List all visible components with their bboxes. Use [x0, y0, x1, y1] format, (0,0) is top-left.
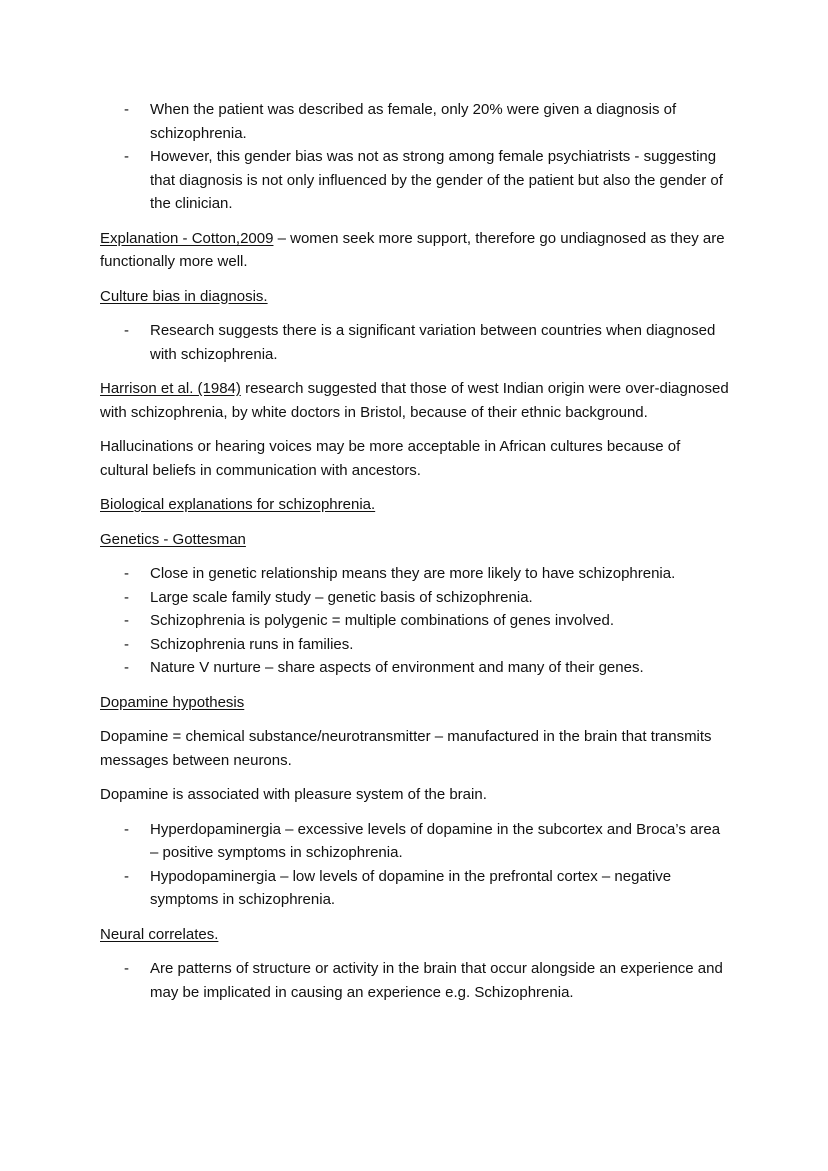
list-item: [100, 656, 732, 680]
list-item: [100, 586, 732, 610]
dash-bullet: -: [124, 659, 129, 676]
harrison-text: research suggested that those of west Indian origin were over-diagnosed with schizophrenia, by white doctors in Bristol, because of their ethnic background.: [100, 380, 729, 421]
dash-bullet: -: [124, 635, 129, 653]
list-item-text: Hypodopaminergia – low levels of dopamine in the prefrontal cortex – negative symptoms in schizophrenia.: [150, 867, 672, 908]
list-item: [100, 98, 732, 145]
list-item-text: Large scale family study – genetic basis of schizophrenia.: [150, 588, 533, 606]
culture-bias-heading: Culture bias in diagnosis.: [100, 287, 268, 305]
dopamine-heading: Dopamine hypothesis: [100, 693, 245, 711]
dash-bullet: -: [124, 565, 129, 582]
list-item: [100, 818, 732, 865]
list-item: [100, 562, 732, 586]
list-item: [100, 319, 732, 366]
list-item: [100, 145, 732, 216]
biological-heading: Biological explanations for schizophrenia.: [100, 496, 376, 513]
list-item-text: Close in genetic relationship means they are more likely to have schizophrenia.: [150, 565, 676, 582]
list-item-text: When the patient was described as female, only 20% were given a diagnosis of schizophrenia.: [150, 101, 677, 142]
dash-bullet: -: [124, 588, 129, 606]
dopamine-list: [100, 818, 732, 912]
harrison-citation: Harrison et al. (1984): [100, 380, 241, 397]
dopamine-definition: Dopamine = chemical substance/neurotransmitter – manufactured in the brain that transmits messages between neurons.: [100, 728, 712, 769]
harrison-paragraph: [100, 377, 732, 424]
list-item: [100, 957, 732, 1004]
list-item-text: Are patterns of structure or activity in the brain that occur alongside an experience and may be implicated in causing an experience e.g. Schizophrenia.: [150, 960, 723, 1001]
dash-bullet: -: [124, 101, 129, 118]
list-item-text: Research suggests there is a significant variation between countries when diagnosed with schizophrenia.: [150, 322, 716, 363]
explanation-text: – women seek more support, therefore go undiagnosed as they are functionally more well.: [100, 229, 725, 270]
neural-correlates-list: [100, 957, 732, 1004]
gender-bias-list: [100, 98, 732, 216]
dash-bullet: -: [124, 322, 129, 339]
list-item-text: Nature V nurture – share aspects of environment and many of their genes.: [150, 659, 644, 676]
dopamine-association: Dopamine is associated with pleasure system of the brain.: [100, 786, 487, 803]
list-item-text: Hyperdopaminergia – excessive levels of dopamine in the subcortex and Broca’s area – positive symptoms in schizophrenia.: [150, 820, 721, 861]
list-item: [100, 633, 732, 657]
list-item-text: Schizophrenia is polygenic = multiple combinations of genes involved.: [150, 612, 615, 629]
explanation-label: Explanation - Cotton,2009: [100, 229, 274, 247]
dash-bullet: -: [124, 612, 129, 629]
list-item-text: However, this gender bias was not as strong among female psychiatrists - suggesting that diagnosis is not only influenced by the gender of the patient but also the gender of the clinician.: [150, 148, 723, 212]
dash-bullet: -: [124, 820, 129, 838]
dash-bullet: -: [124, 148, 129, 165]
dash-bullet: -: [124, 960, 129, 977]
genetics-heading: Genetics - Gottesman: [100, 530, 246, 548]
explanation-paragraph: [100, 227, 732, 274]
hallucinations-paragraph: Hallucinations or hearing voices may be more acceptable in African cultures because of cultural beliefs in communication with ancestors.: [100, 438, 681, 479]
neural-correlates-heading: Neural correlates.: [100, 925, 219, 943]
list-item-text: Schizophrenia runs in families.: [150, 635, 354, 653]
dash-bullet: -: [124, 867, 129, 885]
list-item: [100, 865, 732, 912]
culture-bias-list: [100, 319, 732, 366]
genetics-list: [100, 562, 732, 680]
list-item: [100, 609, 732, 633]
